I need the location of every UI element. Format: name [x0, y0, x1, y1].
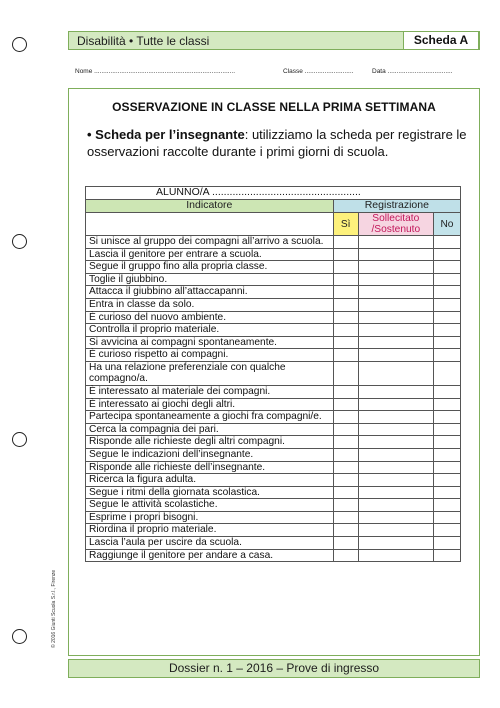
no-cell[interactable]: [433, 398, 460, 411]
table-row: [86, 273, 461, 286]
binder-hole-3: [12, 432, 27, 447]
sollecitato-cell[interactable]: [358, 248, 433, 261]
no-cell[interactable]: [433, 511, 460, 524]
sheet-label: Scheda A: [403, 31, 479, 50]
si-cell[interactable]: [333, 273, 358, 286]
sollecitato-cell[interactable]: [358, 537, 433, 550]
si-cell[interactable]: [333, 486, 358, 499]
indicator-cell: È curioso rispetto ai compagni.: [86, 349, 334, 362]
sollecitato-cell[interactable]: [358, 499, 433, 512]
sollecitato-cell[interactable]: [358, 448, 433, 461]
table-row: [86, 549, 461, 562]
sollecitato-cell[interactable]: [358, 411, 433, 424]
no-cell[interactable]: [433, 324, 460, 337]
indicator-cell: È interessato al materiale dei compagni.: [86, 385, 334, 398]
sollecitato-cell[interactable]: [358, 385, 433, 398]
indicator-cell: Entra in classe da solo.: [86, 298, 334, 311]
si-cell[interactable]: [333, 448, 358, 461]
no-cell[interactable]: [433, 236, 460, 249]
table-row: [86, 499, 461, 512]
sollecitato-cell[interactable]: [358, 398, 433, 411]
si-cell[interactable]: [333, 324, 358, 337]
si-cell[interactable]: [333, 336, 358, 349]
no-cell[interactable]: [433, 549, 460, 562]
indicator-cell: Lascia l’aula per uscire da scuola.: [86, 537, 334, 550]
table-row: [86, 486, 461, 499]
si-cell[interactable]: [333, 311, 358, 324]
no-cell[interactable]: [433, 298, 460, 311]
si-cell[interactable]: [333, 236, 358, 249]
observation-table: [85, 186, 461, 562]
si-cell[interactable]: [333, 248, 358, 261]
table-row: [86, 298, 461, 311]
no-cell[interactable]: [433, 311, 460, 324]
no-cell[interactable]: [433, 499, 460, 512]
sollecitato-cell[interactable]: [358, 474, 433, 487]
intro-bold: • Scheda per l’insegnante: [87, 127, 245, 142]
sollecitato-cell[interactable]: [358, 336, 433, 349]
header-category: Disabilità • Tutte le classi: [77, 34, 210, 48]
indicator-cell: È curioso del nuovo ambiente.: [86, 311, 334, 324]
col-si-header: Sì: [333, 213, 358, 236]
indicator-cell: Segue le attività scolastiche.: [86, 499, 334, 512]
sollecitato-cell[interactable]: [358, 286, 433, 299]
indicator-cell: Partecipa spontaneamente a giochi fra compagni/e.: [86, 411, 334, 424]
table-row: [86, 261, 461, 274]
sollecitato-cell[interactable]: [358, 236, 433, 249]
page-title: OSSERVAZIONE IN CLASSE NELLA PRIMA SETTIMANA: [112, 100, 436, 114]
table-row: [86, 349, 461, 362]
intro-text: [87, 126, 467, 160]
indicator-cell: Risponde alle richieste dell’insegnante.: [86, 461, 334, 474]
table-row: [86, 311, 461, 324]
binder-hole-2: [12, 234, 27, 249]
table-row: [86, 385, 461, 398]
col-sollecitato-header: Sollecitato /Sostenuto: [358, 213, 433, 236]
indicator-subheader-blank: [86, 213, 334, 236]
indicator-cell: Risponde alle richieste degli altri compagni.: [86, 436, 334, 449]
sollecitato-cell[interactable]: [358, 436, 433, 449]
no-cell[interactable]: [433, 537, 460, 550]
table-row: [86, 361, 461, 385]
si-cell[interactable]: [333, 474, 358, 487]
sollecitato-cell[interactable]: [358, 311, 433, 324]
table-row: [86, 474, 461, 487]
binder-hole-4: [12, 629, 27, 644]
si-cell[interactable]: [333, 423, 358, 436]
no-cell[interactable]: [433, 474, 460, 487]
table-row: [86, 398, 461, 411]
sollecitato-cell[interactable]: [358, 423, 433, 436]
table-row: [86, 423, 461, 436]
table-row: [86, 286, 461, 299]
indicator-cell: Lascia il genitore per entrare a scuola.: [86, 248, 334, 261]
si-cell[interactable]: [333, 499, 358, 512]
si-cell[interactable]: [333, 511, 358, 524]
table-row: [86, 537, 461, 550]
indicator-cell: Cerca la compagnia dei pari.: [86, 423, 334, 436]
indicator-cell: Riordina il proprio materiale.: [86, 524, 334, 537]
table-row: [86, 411, 461, 424]
si-cell[interactable]: [333, 537, 358, 550]
sollecitato-cell[interactable]: [358, 486, 433, 499]
sollecitato-cell[interactable]: [358, 298, 433, 311]
copyright-note: © 2016 Giunti Scuola S.r.l., Firenze: [51, 569, 57, 648]
no-cell[interactable]: [433, 273, 460, 286]
table-row: [86, 461, 461, 474]
indicator-cell: Esprime i propri bisogni.: [86, 511, 334, 524]
table-row: [86, 236, 461, 249]
sollecitato-cell[interactable]: [358, 461, 433, 474]
indicator-cell: Toglie il giubbino.: [86, 273, 334, 286]
indicator-cell: Raggiunge il genitore per andare a casa.: [86, 549, 334, 562]
no-cell[interactable]: [433, 436, 460, 449]
si-cell[interactable]: [333, 411, 358, 424]
student-name-row: ALUNNO/A ...................................................: [86, 187, 461, 200]
si-cell[interactable]: [333, 398, 358, 411]
si-cell[interactable]: [333, 286, 358, 299]
no-cell[interactable]: [433, 349, 460, 362]
indicator-cell: Si avvicina ai compagni spontaneamente.: [86, 336, 334, 349]
indicator-cell: Si unisce al gruppo dei compagni all’arrivo a scuola.: [86, 236, 334, 249]
table-row: [86, 448, 461, 461]
intro-rest: : utilizziamo la scheda per registrare le osservazioni raccolte durante i primi giorni di scuola.: [87, 127, 467, 159]
indicator-cell: Attacca il giubbino all’attaccapanni.: [86, 286, 334, 299]
indicator-cell: Segue i ritmi della giornata scolastica.: [86, 486, 334, 499]
no-cell[interactable]: [433, 248, 460, 261]
sollecitato-cell[interactable]: [358, 324, 433, 337]
sollecitato-cell[interactable]: [358, 261, 433, 274]
sollecitato-cell[interactable]: [358, 349, 433, 362]
header-bar: [68, 31, 480, 50]
name-field: Nome ..............................................................................: [75, 68, 236, 75]
no-cell[interactable]: [433, 385, 460, 398]
col-no-header: No: [433, 213, 460, 236]
indicator-cell: È interessato ai giochi degli altri.: [86, 398, 334, 411]
indicator-cell: Ha una relazione preferenziale con qualche compagno/a.: [86, 361, 334, 385]
no-cell[interactable]: [433, 448, 460, 461]
indicator-cell: Ricerca la figura adulta.: [86, 474, 334, 487]
no-cell[interactable]: [433, 286, 460, 299]
binder-hole-1: [12, 37, 27, 52]
class-field: Classe ...........................: [283, 68, 354, 75]
no-cell[interactable]: [433, 524, 460, 537]
si-cell[interactable]: [333, 461, 358, 474]
si-cell[interactable]: [333, 385, 358, 398]
no-cell[interactable]: [433, 336, 460, 349]
si-cell[interactable]: [333, 261, 358, 274]
table-row: [86, 324, 461, 337]
sollecitato-cell[interactable]: [358, 549, 433, 562]
sollecitato-cell[interactable]: [358, 361, 433, 385]
sollecitato-cell[interactable]: [358, 524, 433, 537]
date-field: Data ....................................: [372, 68, 453, 75]
indicator-cell: Segue le indicazioni dell’insegnante.: [86, 448, 334, 461]
si-cell[interactable]: [333, 549, 358, 562]
table-row: [86, 336, 461, 349]
si-cell[interactable]: [333, 524, 358, 537]
si-cell[interactable]: [333, 436, 358, 449]
registration-header: Registrazione: [333, 200, 460, 213]
indicator-cell: Segue il gruppo fino alla propria classe.: [86, 261, 334, 274]
sollecitato-cell[interactable]: [358, 511, 433, 524]
no-cell[interactable]: [433, 486, 460, 499]
si-cell[interactable]: [333, 361, 358, 385]
table-row: [86, 248, 461, 261]
no-cell[interactable]: [433, 361, 460, 385]
sollecitato-cell[interactable]: [358, 273, 433, 286]
no-cell[interactable]: [433, 461, 460, 474]
no-cell[interactable]: [433, 261, 460, 274]
si-cell[interactable]: [333, 298, 358, 311]
no-cell[interactable]: [433, 423, 460, 436]
table-row: [86, 511, 461, 524]
table-row: [86, 436, 461, 449]
indicator-header: Indicatore: [86, 200, 334, 213]
footer-bar: Dossier n. 1 – 2016 – Prove di ingresso: [68, 659, 480, 678]
table-row: [86, 524, 461, 537]
no-cell[interactable]: [433, 411, 460, 424]
si-cell[interactable]: [333, 349, 358, 362]
indicator-cell: Controlla il proprio materiale.: [86, 324, 334, 337]
